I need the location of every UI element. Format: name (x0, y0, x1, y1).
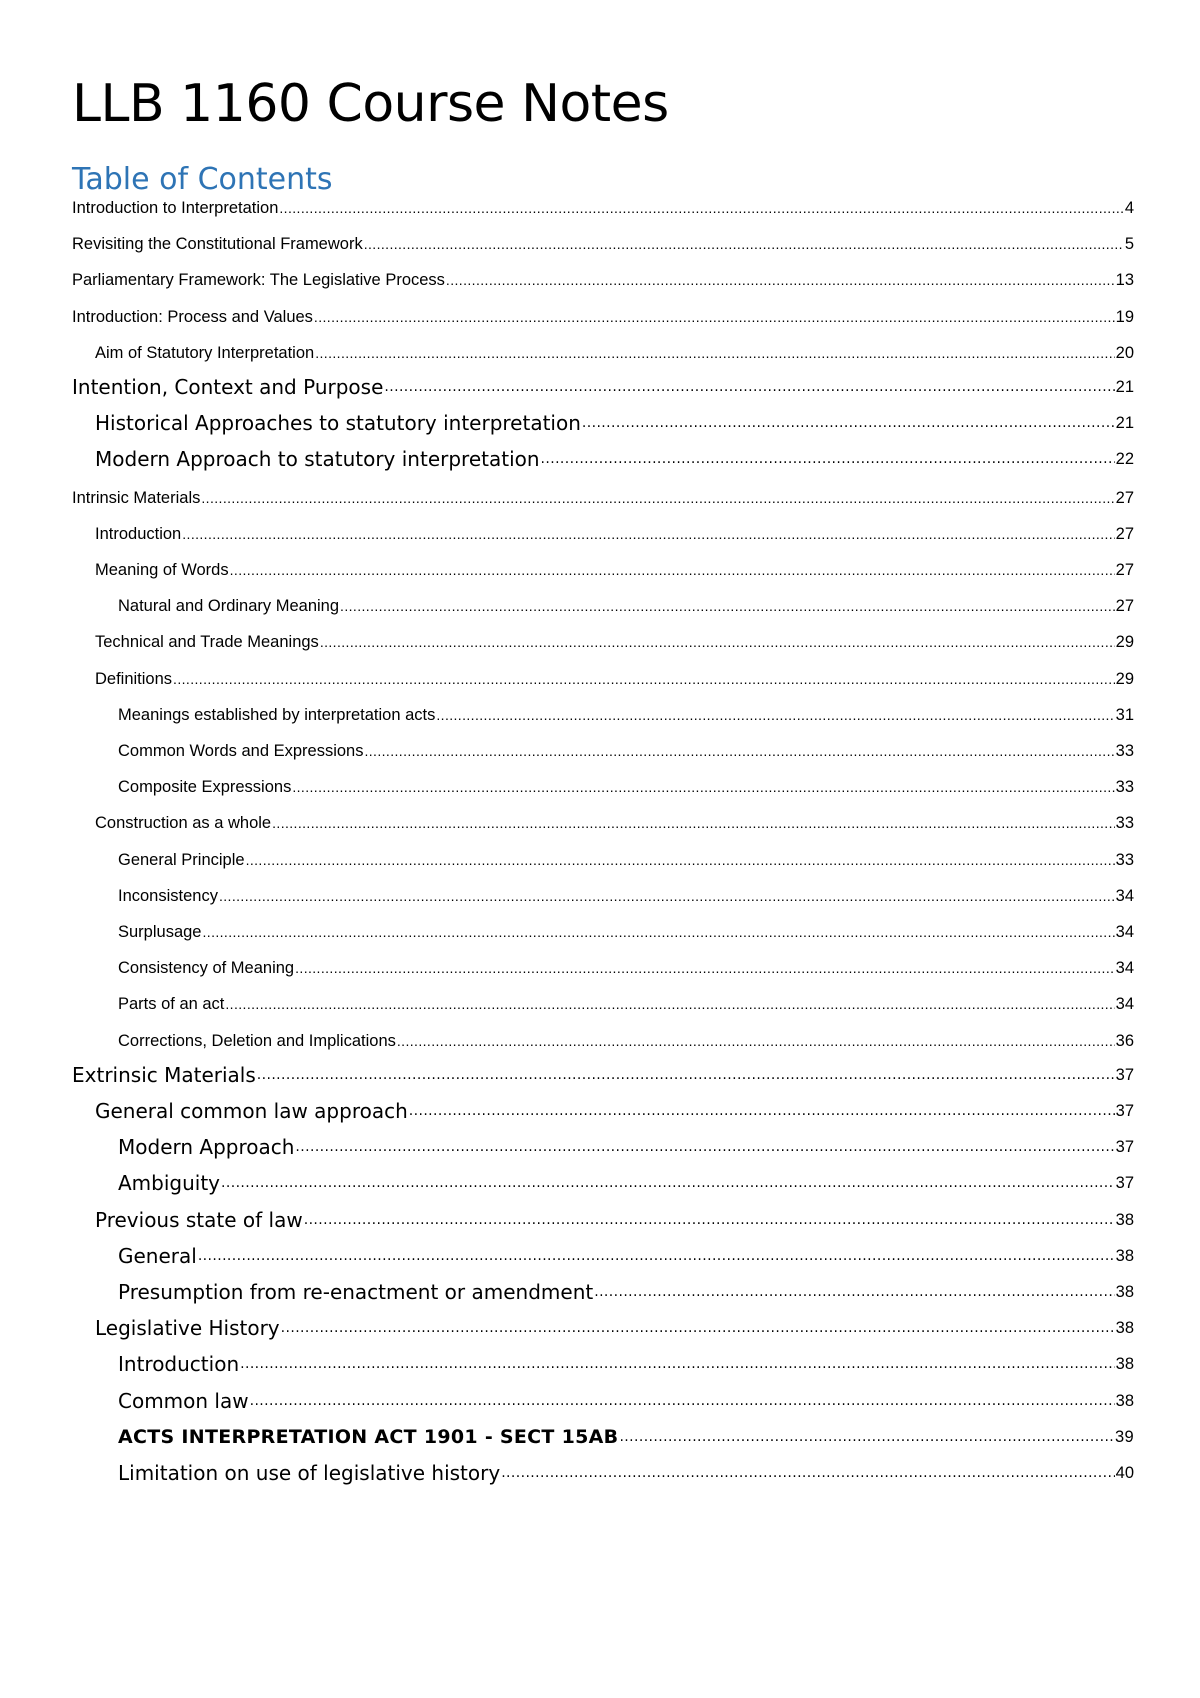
toc-entry-label: Corrections, Deletion and Implications (118, 1031, 396, 1050)
toc-entry[interactable] (72, 624, 1134, 652)
toc-dot-leader (315, 343, 1114, 363)
toc-dot-leader (594, 1277, 1114, 1304)
toc-entry-label: Previous state of law (95, 1207, 303, 1232)
toc-entry[interactable] (72, 226, 1134, 254)
toc-dot-leader (198, 1241, 1115, 1268)
toc-entry-page-number: 37 (1115, 1102, 1134, 1120)
toc-entry-label: Revisiting the Constitutional Framework (72, 235, 363, 254)
toc-entry-page-number: 22 (1115, 450, 1134, 469)
toc-entry-page-number: 37 (1115, 1065, 1134, 1084)
toc-entry-page-number: 38 (1115, 1283, 1134, 1301)
toc-entry-label: Intention, Context and Purpose (72, 375, 384, 399)
toc-entry-label: Surplusage (118, 923, 202, 941)
toc-entry-label: Construction as a whole (95, 814, 272, 833)
toc-entry-label: Modern Approach to statutory interpretation (95, 447, 540, 472)
toc-entry-page-number: 13 (1115, 271, 1134, 290)
toc-entry[interactable] (72, 371, 1134, 399)
toc-entry[interactable] (72, 443, 1134, 471)
toc-dot-leader (364, 234, 1124, 254)
toc-entry-page-number: 39 (1115, 1427, 1134, 1446)
toc-entry-label: Composite Expressions (118, 778, 292, 797)
toc-entry-label: Legislative History (95, 1316, 280, 1341)
toc-entry-label: Limitation on use of legislative history (118, 1461, 501, 1485)
toc-entry[interactable] (72, 480, 1134, 508)
toc-dot-leader (446, 270, 1115, 290)
toc-dot-leader (250, 1386, 1115, 1413)
toc-entry[interactable] (72, 769, 1134, 797)
toc-dot-leader (182, 524, 1114, 544)
toc-entry-page-number: 38 (1115, 1319, 1134, 1338)
toc-entry-page-number: 5 (1124, 235, 1134, 254)
toc-entry-label: Presumption from re-enactment or amendment (118, 1280, 594, 1304)
toc-entry-page-number: 33 (1115, 778, 1134, 797)
toc-dot-leader (295, 958, 1115, 978)
toc-entry-label: Extrinsic Materials (72, 1062, 256, 1087)
toc-dot-leader (202, 922, 1114, 942)
toc-entry-page-number: 37 (1115, 1138, 1134, 1157)
toc-entry[interactable] (72, 262, 1134, 290)
toc-dot-leader (384, 372, 1114, 399)
toc-dot-leader (272, 813, 1115, 833)
toc-entry-label: Definitions (95, 669, 173, 688)
toc-entry-page-number: 21 (1115, 414, 1134, 433)
toc-entry-page-number: 20 (1115, 343, 1134, 362)
toc-entry[interactable] (72, 1276, 1134, 1304)
toc-entry-label: Historical Approaches to statutory interpretation (95, 411, 581, 436)
toc-entry[interactable] (72, 914, 1134, 942)
toc-entry[interactable] (72, 661, 1134, 689)
toc-dot-leader (292, 777, 1114, 797)
toc-entry-label: Introduction (95, 524, 182, 543)
toc-dot-leader (246, 850, 1115, 870)
toc-entry-label: Common Words and Expressions (118, 742, 364, 760)
document-title: LLB 1160 Course Notes (72, 74, 669, 134)
toc-entry[interactable] (72, 1421, 1134, 1449)
toc-entry-page-number: 33 (1115, 742, 1134, 760)
toc-entry-label: Aim of Statutory Interpretation (95, 343, 315, 362)
toc-entry-label: Technical and Trade Meanings (95, 633, 319, 652)
toc-entry[interactable] (72, 986, 1134, 1014)
toc-dot-leader (173, 669, 1115, 689)
toc-dot-leader (240, 1349, 1115, 1376)
toc-entry[interactable] (72, 299, 1134, 327)
toc-dot-leader (230, 560, 1115, 580)
toc-entry[interactable] (72, 805, 1134, 833)
toc-entry-label: Meanings established by interpretation acts (118, 705, 436, 724)
toc-entry[interactable] (72, 407, 1134, 435)
toc-entry-page-number: 21 (1115, 378, 1134, 396)
toc-dot-leader (340, 596, 1115, 616)
toc-dot-leader (257, 1060, 1115, 1087)
toc-entry[interactable] (72, 842, 1134, 870)
toc-entry-label: Parts of an act (118, 995, 225, 1014)
toc-heading: Table of Contents (72, 162, 333, 197)
toc-dot-leader (364, 741, 1114, 761)
toc-entry[interactable] (72, 1023, 1134, 1051)
toc-entry[interactable] (72, 1059, 1134, 1087)
toc-entry-label: Common law (118, 1388, 249, 1413)
toc-entry-page-number: 34 (1115, 959, 1134, 978)
toc-dot-leader (304, 1205, 1115, 1232)
toc-entry-page-number: 38 (1115, 1355, 1134, 1374)
toc-entry-page-number: 38 (1115, 1210, 1134, 1229)
toc-entry-page-number: 31 (1115, 705, 1134, 724)
toc-entry[interactable] (72, 950, 1134, 978)
toc-dot-leader (409, 1096, 1115, 1123)
toc-entry-page-number: 29 (1115, 669, 1134, 688)
toc-entry[interactable] (72, 878, 1134, 906)
toc-entry-label: General (118, 1243, 197, 1268)
toc-entry-page-number: 27 (1115, 488, 1134, 507)
toc-dot-leader (219, 886, 1115, 906)
toc-dot-leader (397, 1031, 1115, 1051)
toc-entry-label: General common law approach (95, 1099, 408, 1123)
toc-entry-label: Parliamentary Framework: The Legislative Process (72, 271, 445, 290)
toc-entry[interactable] (72, 697, 1134, 725)
toc-dot-leader (320, 632, 1115, 652)
toc-entry[interactable] (72, 335, 1134, 363)
toc-dot-leader (501, 1458, 1114, 1485)
toc-entry-page-number: 19 (1115, 307, 1134, 326)
toc-dot-leader (225, 994, 1114, 1014)
toc-dot-leader (541, 444, 1115, 471)
toc-entry-page-number: 29 (1115, 633, 1134, 652)
toc-entry[interactable] (72, 588, 1134, 616)
toc-entry-label: Consistency of Meaning (118, 959, 295, 978)
toc-entry-label: Introduction: Process and Values (72, 307, 313, 326)
toc-entry-label: General Principle (118, 850, 245, 869)
toc-entry-label: Modern Approach (118, 1135, 295, 1160)
toc-entry-label: Introduction (118, 1352, 240, 1377)
toc-entry-page-number: 38 (1115, 1391, 1134, 1410)
toc-dot-leader (281, 1313, 1115, 1340)
toc-dot-leader (619, 1423, 1114, 1449)
toc-entry-page-number: 34 (1115, 923, 1134, 941)
toc-entry[interactable] (72, 1312, 1134, 1340)
toc-entry[interactable] (72, 1095, 1134, 1123)
toc-entry[interactable] (72, 1131, 1134, 1159)
toc-dot-leader (201, 488, 1114, 508)
toc-entry-page-number: 36 (1115, 1031, 1134, 1050)
toc-entry-label: Ambiguity (118, 1171, 221, 1196)
toc-dot-leader (221, 1168, 1115, 1195)
toc-entry-label: Inconsistency (118, 886, 218, 905)
toc-dot-leader (314, 307, 1115, 327)
toc-entry[interactable] (72, 1348, 1134, 1376)
toc-entry[interactable] (72, 1240, 1134, 1268)
toc-entry-label: Intrinsic Materials (72, 488, 201, 507)
toc-entry[interactable] (72, 1385, 1134, 1413)
toc-entry[interactable] (72, 552, 1134, 580)
toc-entry[interactable] (72, 190, 1134, 218)
toc-entry-page-number: 34 (1115, 886, 1134, 905)
toc-dot-leader (436, 705, 1114, 725)
toc-entry-label: Natural and Ordinary Meaning (118, 597, 340, 616)
toc-entry-page-number: 27 (1115, 597, 1134, 616)
toc-dot-leader (295, 1132, 1114, 1159)
toc-entry-label: ACTS INTERPRETATION ACT 1901 - SECT 15AB (118, 1425, 619, 1448)
toc-entry[interactable] (72, 1167, 1134, 1195)
toc-dot-leader (279, 198, 1123, 218)
toc-entry-page-number: 4 (1124, 199, 1134, 217)
toc-entry-label: Meaning of Words (95, 561, 229, 579)
toc-entry-page-number: 27 (1115, 524, 1134, 543)
toc-entry-page-number: 40 (1115, 1464, 1134, 1482)
toc-entry-page-number: 27 (1115, 561, 1134, 579)
toc-entry[interactable] (72, 516, 1134, 544)
toc-entry[interactable] (72, 1204, 1134, 1232)
toc-entry-label: Introduction to Interpretation (72, 199, 279, 217)
toc-dot-leader (582, 408, 1115, 435)
toc-entry[interactable] (72, 1457, 1134, 1485)
toc-entry-page-number: 33 (1115, 850, 1134, 869)
toc-entry-page-number: 37 (1115, 1174, 1134, 1193)
toc-entry-page-number: 33 (1115, 814, 1134, 833)
toc-entry-page-number: 38 (1115, 1246, 1134, 1265)
toc-entry[interactable] (72, 733, 1134, 761)
toc-entry-page-number: 34 (1115, 995, 1134, 1014)
